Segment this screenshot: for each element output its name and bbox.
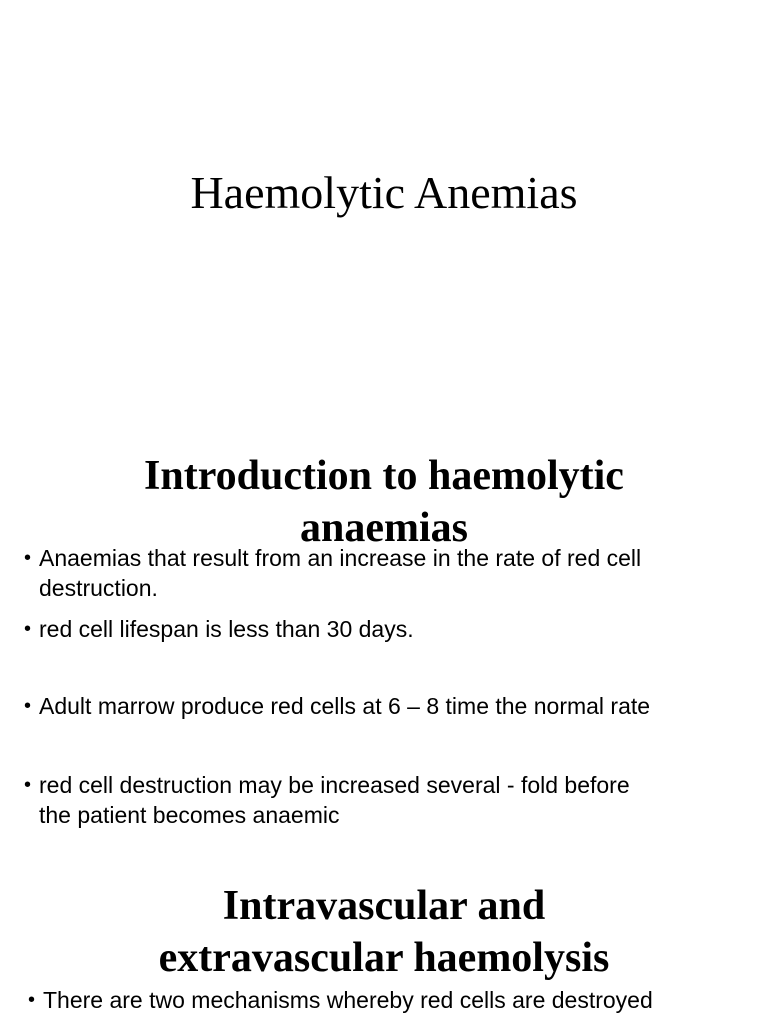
bullet-text: destruction. (39, 575, 158, 601)
bullet-icon: • (24, 547, 32, 569)
heading-line: anaemias (300, 505, 468, 551)
bullet-text: Adult marrow produce red cells at 6 – 8 time the normal rate (39, 693, 651, 719)
bullet-icon: • (24, 618, 32, 640)
slide-title: Haemolytic Anemias (190, 167, 578, 218)
section-heading (0, 450, 768, 554)
section-heading (0, 880, 768, 984)
bullet-text: Anaemias that result from an increase in the rate of red cell (39, 545, 642, 571)
list-item (22, 691, 762, 721)
bullet-icon: • (24, 695, 32, 717)
bullet-text: red cell destruction may be increased several - fold before (39, 772, 630, 798)
bullet-text: There are two mechanisms whereby red cells are destroyed (43, 987, 653, 1013)
bullet-text: red cell lifespan is less than 30 days. (39, 616, 414, 642)
list-item (22, 543, 762, 603)
heading-line: Introduction to haemolytic (144, 453, 624, 499)
bullet-icon: • (24, 774, 32, 796)
bullet-icon: • (28, 989, 36, 1011)
heading-line: extravascular haemolysis (158, 935, 610, 981)
list-item (22, 614, 762, 644)
list-item (22, 770, 762, 830)
list-item (26, 985, 766, 1015)
heading-line: Intravascular and (222, 883, 546, 929)
bullet-text: the patient becomes anaemic (39, 802, 340, 828)
